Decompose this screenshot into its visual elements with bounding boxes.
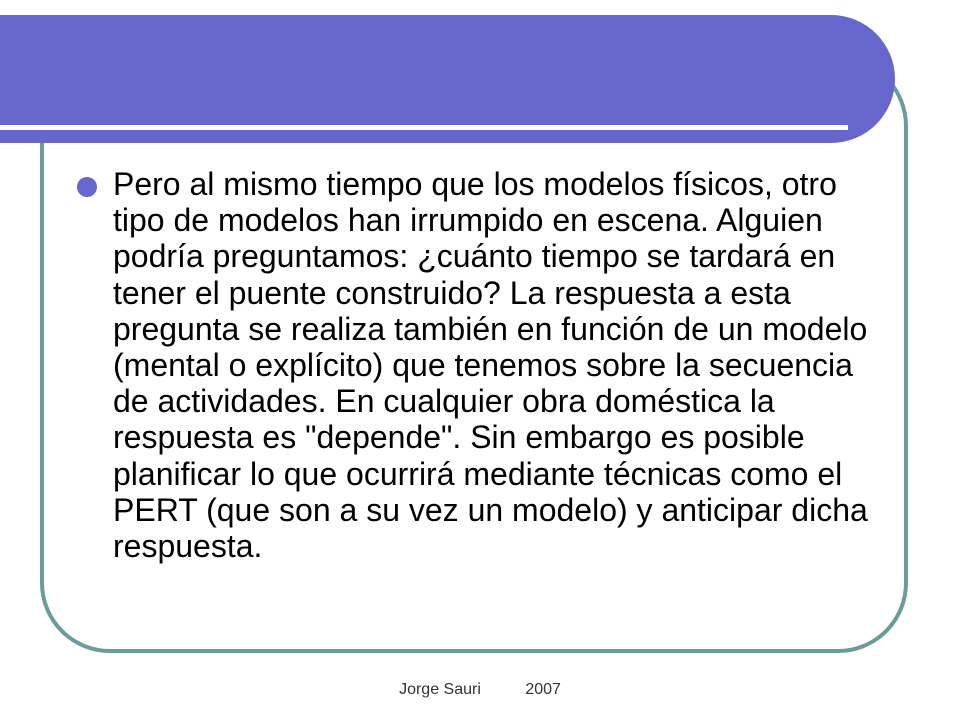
bullet-icon (77, 177, 97, 197)
footer (0, 681, 960, 699)
title-bar (0, 15, 895, 143)
slide-body-text: Pero al mismo tiempo que los modelos físicos, otro tipo de modelos han irrumpido en escena. Alguien podría preguntamos: ¿cuánto tiempo se tardará en tener el puente construido? La respuesta a esta pregunta se realiza también en función de un modelo (mental o explícito) que tenemos sobre la secuencia de actividades. En cualquier obra doméstica la respuesta es "depende". Sin embargo es posible planificar lo que ocurrirá mediante técnicas como el PERT (que son a su vez un modelo) y anticipar dicha respuesta. (113, 166, 868, 565)
footer-author: Jorge Sauri (399, 681, 481, 698)
title-underline (0, 125, 848, 130)
footer-year: 2007 (525, 681, 561, 698)
